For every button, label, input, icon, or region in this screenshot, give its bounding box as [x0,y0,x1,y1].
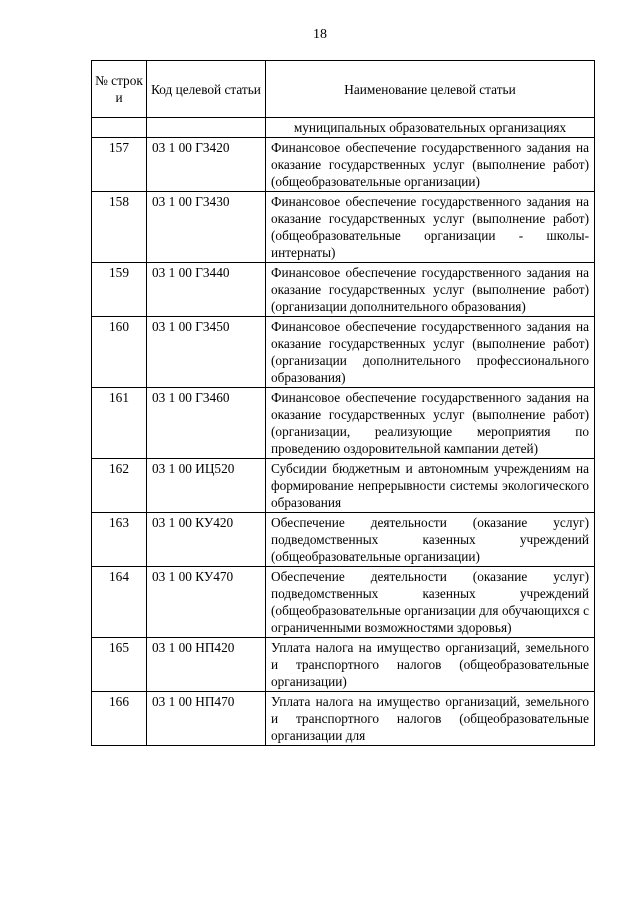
row-number: 164 [92,567,147,638]
row-number: 163 [92,513,147,567]
row-name: Уплата налога на имущество организаций, земельного и транспортного налогов (общеобразовательные организации) [266,638,595,692]
row-name: муниципальных образовательных организациях [266,118,595,138]
page-number: 18 [313,27,327,42]
row-code: 03 1 00 ИЦ520 [147,459,266,513]
header-row-number: № строк и [92,61,147,118]
table-row [92,692,595,746]
row-code [147,118,266,138]
row-number [92,118,147,138]
row-code: 03 1 00 Г3440 [147,263,266,317]
table-row [92,638,595,692]
row-code: 03 1 00 Г3460 [147,388,266,459]
row-number: 165 [92,638,147,692]
row-name: Финансовое обеспечение государственного задания на оказание государственных услуг (выполнение работ) (организации дополнительного образования) [266,263,595,317]
table-row [92,317,595,388]
row-number: 159 [92,263,147,317]
row-number: 160 [92,317,147,388]
table-row-continuation [92,118,595,138]
row-name: Субсидии бюджетным и автономным учреждениям на формирование непрерывности системы экологического образования [266,459,595,513]
row-name: Финансовое обеспечение государственного задания на оказание государственных услуг (выполнение работ) (общеобразовательные организации - школы-интернаты) [266,192,595,263]
row-code: 03 1 00 НП420 [147,638,266,692]
table-row [92,459,595,513]
row-code: 03 1 00 Г3450 [147,317,266,388]
table-row [92,138,595,192]
target-articles-table [91,60,595,746]
row-code: 03 1 00 КУ470 [147,567,266,638]
table-row [92,567,595,638]
row-name: Обеспечение деятельности (оказание услуг) подведомственных казенных учреждений (общеобразовательные организации для обучающихся с ограниченными возможностями здоровья) [266,567,595,638]
table-header-row [92,61,595,118]
row-name: Финансовое обеспечение государственного задания на оказание государственных услуг (выполнение работ) (общеобразовательные организации) [266,138,595,192]
row-code: 03 1 00 Г3420 [147,138,266,192]
row-number: 162 [92,459,147,513]
row-name: Обеспечение деятельности (оказание услуг) подведомственных казенных учреждений (общеобразовательные организации) [266,513,595,567]
header-target-code: Код целевой статьи [147,61,266,118]
table-row [92,388,595,459]
row-number: 166 [92,692,147,746]
row-number: 157 [92,138,147,192]
row-code: 03 1 00 КУ420 [147,513,266,567]
table-row [92,513,595,567]
row-name: Финансовое обеспечение государственного задания на оказание государственных услуг (выполнение работ) (организации дополнительного профессионального образования) [266,317,595,388]
header-target-name: Наименование целевой статьи [266,61,595,118]
row-name: Уплата налога на имущество организаций, земельного и транспортного налогов (общеобразовательные организации для [266,692,595,746]
row-number: 161 [92,388,147,459]
table-row [92,263,595,317]
row-code: 03 1 00 Г3430 [147,192,266,263]
row-number: 158 [92,192,147,263]
row-code: 03 1 00 НП470 [147,692,266,746]
row-name: Финансовое обеспечение государственного задания на оказание государственных услуг (выполнение работ) (организации, реализующие мероприятия по проведению оздоровительной кампании детей) [266,388,595,459]
table-row [92,192,595,263]
